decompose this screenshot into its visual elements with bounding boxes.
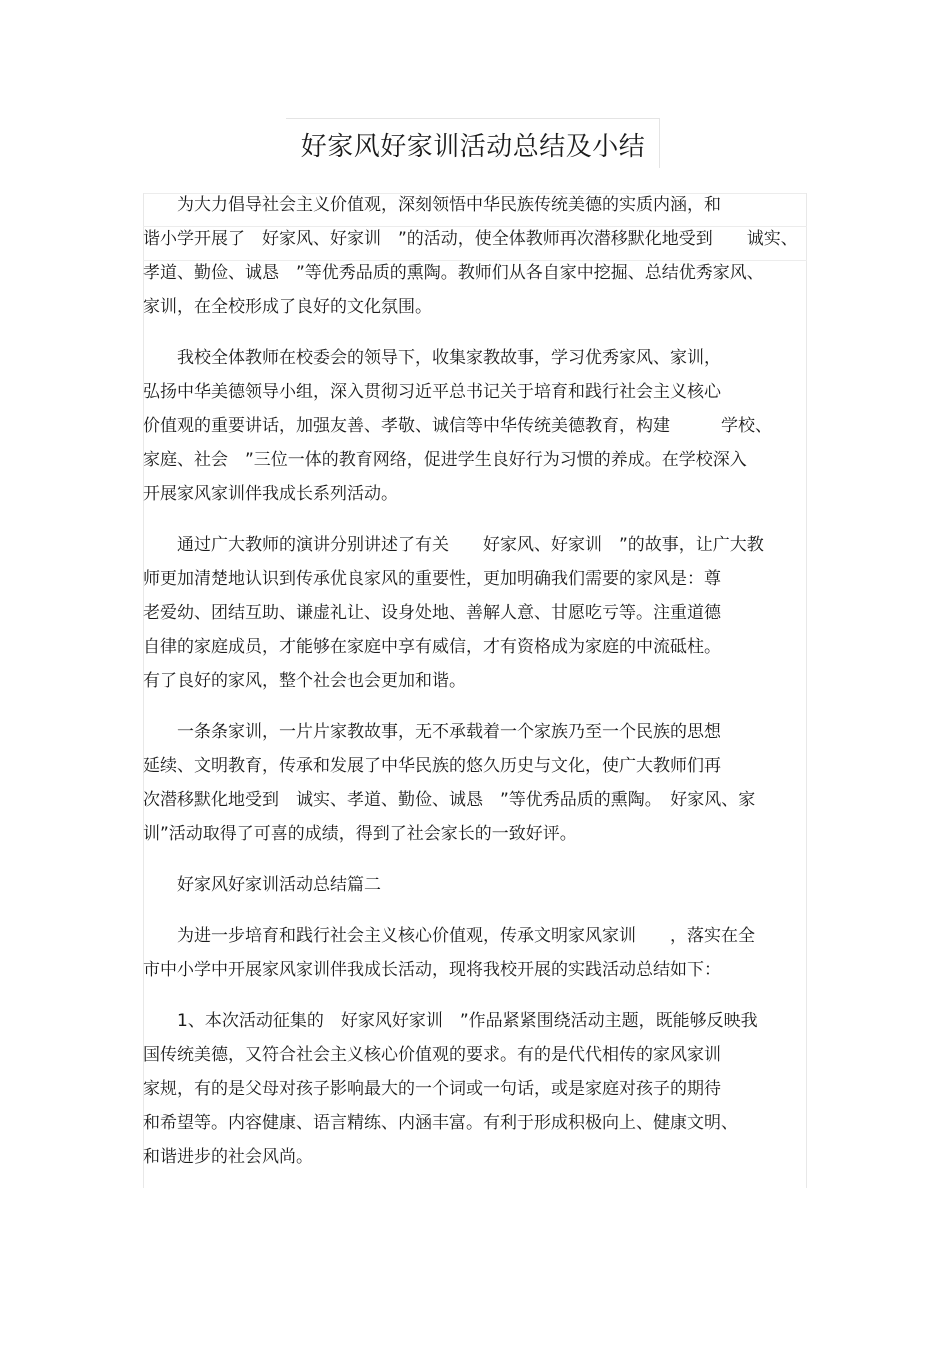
text-line: 有了良好的家风，整个社会也会更加和谐。 [143, 671, 466, 691]
text-line: 国传统美德，又符合社会主义核心价值观的要求。有的是代代相传的家风家训 [143, 1045, 721, 1065]
text-line: 我校全体教师在校委会的领导下，收集家教故事，学习优秀家风、家训， [143, 348, 721, 368]
paragraph [143, 868, 803, 902]
paragraph [143, 528, 803, 698]
text-line: 和希望等。内容健康、语言精练、内涵丰富。有利于形成积极向上、健康文明、 [143, 1113, 738, 1133]
text-line: 家庭、社会 ”三位一体的教育网络，促进学生良好行为习惯的养成。在学校深入 [143, 450, 747, 470]
text-line: 1、本次活动征集的 好家风好家训 ”作品紧紧围绕活动主题，既能够反映我 [143, 1011, 758, 1031]
paragraph [143, 715, 803, 851]
text-line: 市中小学中开展家风家训伴我成长活动，现将我校开展的实践活动总结如下： [143, 960, 721, 980]
text-line: 训”活动取得了可喜的成绩，得到了社会家长的一致好评。 [143, 824, 577, 844]
text-line: 师更加清楚地认识到传承优良家风的重要性，更加明确我们需要的家风是：尊 [143, 569, 721, 589]
text-line: 谐小学开展了 好家风、好家训 ”的活动，使全体教师再次潜移默化地受到 诚实、 [143, 229, 798, 249]
content-frame-right [806, 193, 807, 1188]
paragraph [143, 341, 803, 511]
text-line: 家训，在全校形成了良好的文化氛围。 [143, 297, 432, 317]
text-line: 孝道、勤俭、诚恳 ”等优秀品质的熏陶。教师们从各自家中挖掘、总结优秀家风、 [143, 263, 764, 283]
text-line: 自律的家庭成员，才能够在家庭中享有威信，才有资格成为家庭的中流砥柱。 [143, 637, 721, 657]
paragraph [143, 188, 803, 324]
document-title: 好家风好家训活动总结及小结 [300, 132, 646, 162]
text-line: 一条条家训，一片片家教故事，无不承载着一个家族乃至一个民族的思想 [143, 722, 721, 742]
text-line: 为进一步培育和践行社会主义核心价值观，传承文明家风家训 ，落实在全 [143, 926, 755, 946]
text-line: 通过广大教师的演讲分别讲述了有关 好家风、好家训 ”的故事，让广大教 [143, 535, 764, 555]
text-line: 开展家风家训伴我成长系列活动。 [143, 484, 398, 504]
text-line: 家规，有的是父母对孩子影响最大的一个词或一句话，或是家庭对孩子的期待 [143, 1079, 721, 1099]
text-line: 和谐进步的社会风尚。 [143, 1147, 313, 1167]
text-line: 弘扬中华美德领导小组，深入贯彻习近平总书记关于培育和践行社会主义核心 [143, 382, 721, 402]
text-line: 老爱幼、团结互助、谦虚礼让、设身处地、善解人意、甘愿吃亏等。注重道德 [143, 603, 721, 623]
text-line: 价值观的重要讲话，加强友善、孝敬、诚信等中华传统美德教育，构建 学校、 [143, 416, 772, 436]
text-line: 为大力倡导社会主义价值观，深刻领悟中华民族传统美德的实质内涵，和 [143, 195, 721, 215]
paragraph [143, 919, 803, 987]
text-line: 次潜移默化地受到 诚实、孝道、勤俭、诚恳 ”等优秀品质的熏陶。 好家风、家 [143, 790, 756, 810]
text-line: 好家风好家训活动总结篇二 [143, 875, 381, 895]
text-line: 延续、文明教育，传承和发展了中华民族的悠久历史与文化，使广大教师们再 [143, 756, 721, 776]
document-body [143, 188, 803, 1191]
paragraph [143, 1004, 803, 1174]
